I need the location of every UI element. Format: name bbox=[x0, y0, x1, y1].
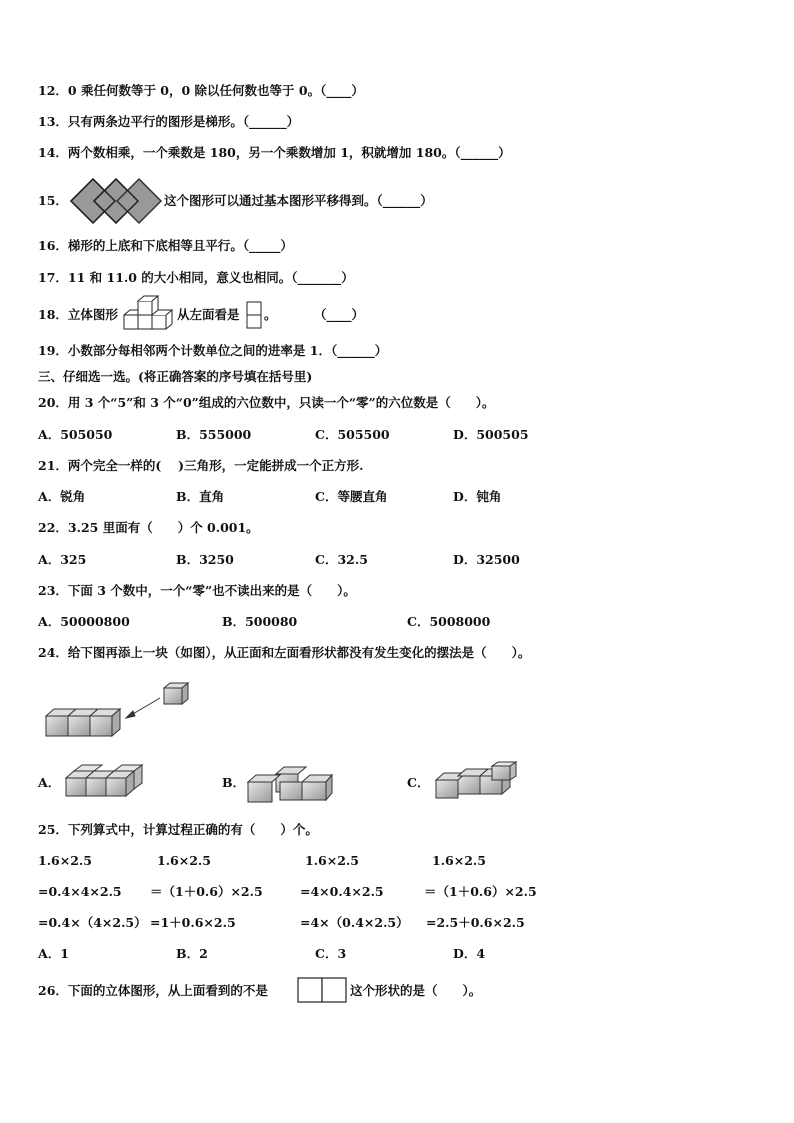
q20-option-b: B．555000 bbox=[176, 427, 252, 442]
calc-4-line-3: =2.5＋0.6×2.5 bbox=[426, 915, 525, 930]
q23-option-c: C．5008000 bbox=[407, 614, 491, 629]
question-14: 14．两个数相乘，一个乘数是 180，另一个乘数增加 1，积就增加 180。（______） bbox=[38, 145, 511, 160]
calc-2-line-3: =1＋0.6×2.5 bbox=[150, 915, 236, 930]
calc-1-line-3: =0.4×（4×2.5） bbox=[38, 915, 147, 930]
q22-option-a: A．325 bbox=[38, 552, 87, 567]
question-24: 24．给下图再添上一块（如图），从正面和左面看形状都没有发生变化的摆法是（ ）。 bbox=[38, 645, 531, 660]
q21-option-a: A．锐角 bbox=[38, 489, 86, 504]
q24-option-c-figure bbox=[432, 762, 522, 802]
q20-option-a: A．505050 bbox=[38, 427, 113, 442]
question-20: 20．用 3 个“5”和 3 个“0”组成的六位数中，只读一个“零”的六位数是（ ）。 bbox=[38, 395, 495, 410]
q22-option-d: D．32500 bbox=[453, 552, 520, 567]
q24-option-a-label: A． bbox=[38, 775, 61, 790]
calc-4-line-2: ＝（1＋0.6）×2.5 bbox=[424, 884, 537, 899]
q23-option-b: B．500080 bbox=[222, 614, 298, 629]
question-26-start: 26．下面的立体图形，从上面看到的不是 bbox=[38, 983, 268, 998]
question-23: 23．下面 3 个数中，一个“零”也不读出来的是（ ）。 bbox=[38, 583, 356, 598]
calc-3-line-2: =4×0.4×2.5 bbox=[300, 884, 384, 899]
question-17: 17．11 和 11.0 的大小相同，意义也相同。（_______） bbox=[38, 270, 354, 285]
base-cubes-figure bbox=[44, 680, 194, 740]
q20-option-d: D．500505 bbox=[453, 427, 529, 442]
q22-option-b: B．3250 bbox=[176, 552, 234, 567]
calc-3-line-3: =4×（0.4×2.5） bbox=[300, 915, 409, 930]
question-22: 22．3.25 里面有（ ）个 0.001。 bbox=[38, 520, 259, 535]
calc-1-line-1: 1.6×2.5 bbox=[38, 853, 92, 868]
section-3-heading: 三、仔细选一选。(将正确答案的序号填在括号里) bbox=[38, 369, 313, 384]
q22-option-c: C．32.5 bbox=[315, 552, 368, 567]
q24-option-b-figure bbox=[246, 764, 336, 804]
left-view-figure bbox=[246, 301, 262, 329]
question-18-middle: 从左面看是 bbox=[177, 307, 240, 322]
question-15-number: 15． bbox=[38, 193, 68, 208]
calc-2-line-2: ＝（1＋0.6）×2.5 bbox=[150, 884, 263, 899]
two-squares-shape bbox=[297, 977, 347, 1003]
calc-1-line-2: =0.4×4×2.5 bbox=[38, 884, 122, 899]
q21-option-c: C．等腰直角 bbox=[315, 489, 388, 504]
q24-option-b-label: B． bbox=[222, 775, 246, 790]
q24-option-a-figure bbox=[64, 764, 146, 800]
q21-option-b: B．直角 bbox=[176, 489, 225, 504]
q25-option-a: A．1 bbox=[38, 946, 69, 961]
question-15-text: 这个图形可以通过基本图形平移得到。（______） bbox=[164, 193, 433, 208]
question-21: 21．两个完全一样的( )三角形，一定能拼成一个正方形. bbox=[38, 458, 364, 473]
question-13: 13．只有两条边平行的图形是梯形。（______） bbox=[38, 114, 300, 129]
calc-4-line-1: 1.6×2.5 bbox=[432, 853, 486, 868]
q21-option-d: D．钝角 bbox=[453, 489, 502, 504]
question-26-end: 这个形状的是（ ）。 bbox=[350, 983, 482, 998]
question-16: 16．梯形的上底和下底相等且平行。（_____） bbox=[38, 238, 293, 253]
q25-option-d: D．4 bbox=[453, 946, 486, 961]
cube-stack-figure bbox=[122, 298, 176, 332]
question-18-start: 18．立体图形 bbox=[38, 307, 118, 322]
question-18-answer: （____） bbox=[314, 307, 365, 322]
question-18-period: 。 bbox=[264, 307, 277, 322]
q24-option-c-label: C． bbox=[407, 775, 430, 790]
question-19: 19．小数部分每相邻两个计数单位之间的进率是 1．（______） bbox=[38, 343, 388, 358]
q20-option-c: C．505500 bbox=[315, 427, 390, 442]
q25-option-b: B．2 bbox=[176, 946, 208, 961]
q25-option-c: C．3 bbox=[315, 946, 347, 961]
q23-option-a: A．50000800 bbox=[38, 614, 130, 629]
overlapping-diamonds-figure bbox=[70, 178, 162, 224]
calc-2-line-1: 1.6×2.5 bbox=[157, 853, 211, 868]
question-25: 25．下列算式中，计算过程正确的有（ ）个。 bbox=[38, 822, 318, 837]
question-12: 12．0 乘任何数等于 0，0 除以任何数也等于 0。（____） bbox=[38, 83, 364, 98]
calc-3-line-1: 1.6×2.5 bbox=[305, 853, 359, 868]
